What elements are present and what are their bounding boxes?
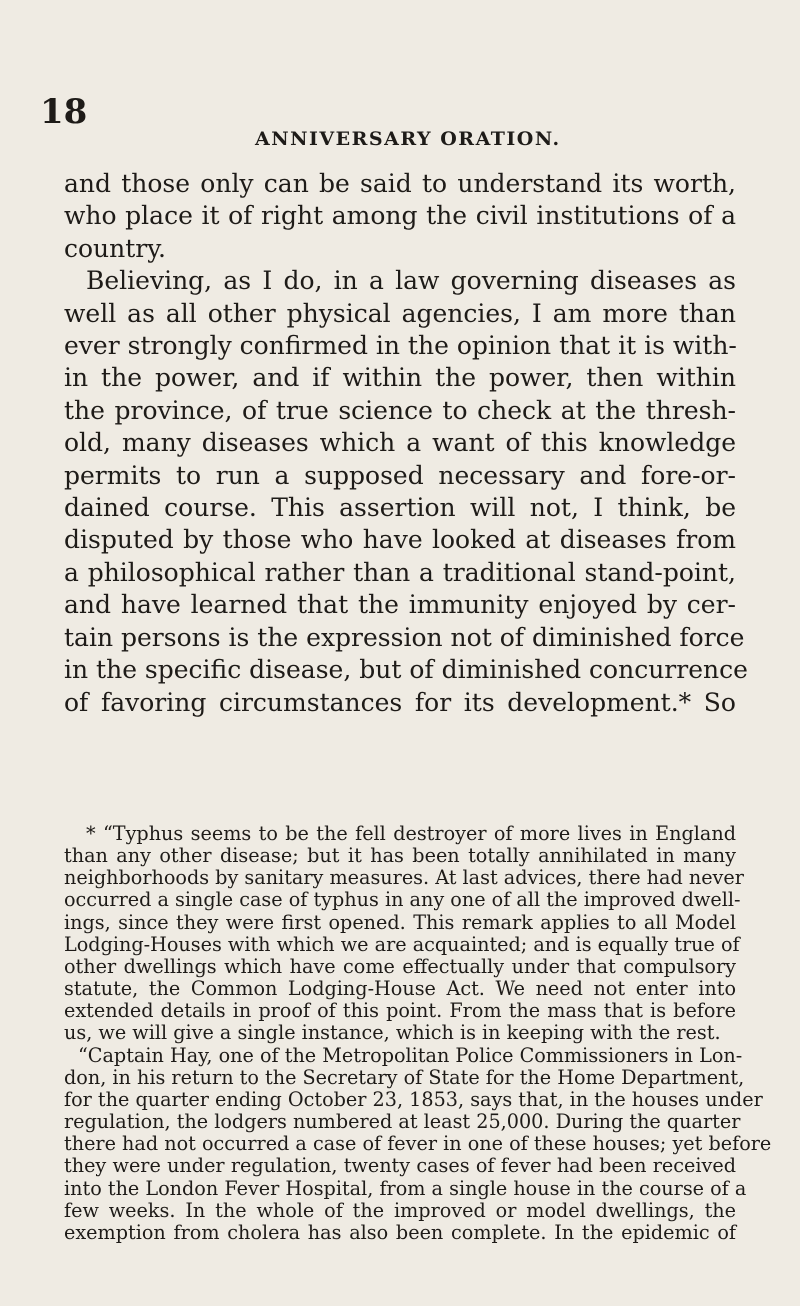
footnote-line: few weeks. In the whole of the improved or model dwellings, the [64, 1198, 736, 1222]
body-line: of favoring circumstances for its development.* So [64, 687, 736, 717]
footnote-line: statute, the Common Lodging-House Act. We need not enter into [64, 977, 736, 1001]
footnote-line: occurred a single case of typhus in any one of all the improved dwell- [64, 888, 741, 912]
footnote-line: exemption from cholera has also been complete. In the epidemic of [64, 1220, 736, 1244]
body-line: tain persons is the expression not of diminished force [64, 622, 745, 652]
footnote-line: than any other disease; but it has been totally annihilated in many [64, 844, 736, 868]
page-number: 18 [40, 92, 88, 132]
body-line: dained course. This assertion will not, I think, be [64, 493, 736, 523]
footnote-line: neighborhoods by sanitary measures. At last advices, there had never [64, 866, 744, 890]
body-line: who place it of right among the civil institutions of a [64, 201, 736, 231]
footnote-line: Lodging-Houses with which we are acquainted; and is equally true of [64, 932, 740, 956]
body-line: country. [64, 233, 167, 263]
footnote-line: extended details in proof of this point. From the mass that is before [64, 999, 736, 1023]
footnote-line: other dwellings which have come effectually under that compulsory [64, 954, 736, 978]
body-line: and have learned that the immunity enjoyed by cer- [64, 590, 736, 620]
body-text [64, 168, 748, 719]
footnote-line: for the quarter ending October 23, 1853, says that, in the houses under [64, 1087, 763, 1111]
body-line: Believing, as I do, in a law governing diseases as [86, 266, 736, 296]
body-line: permits to run a supposed necessary and fore-or- [64, 460, 736, 490]
body-line: in the specific disease, but of diminished concurrence [64, 655, 748, 685]
footnote-line: into the London Fever Hospital, from a single house in the course of a [64, 1176, 747, 1200]
footnote-line: there had not occurred a case of fever in one of these houses; yet before [64, 1132, 772, 1156]
body-line: disputed by those who have looked at diseases from [64, 525, 736, 555]
footnote-line: ings, since they were first opened. This remark applies to all Model [64, 910, 736, 934]
body-line: the province, of true science to check at the thresh- [64, 395, 736, 425]
body-line: in the power, and if within the power, then within [64, 363, 736, 393]
footnote-line: don, in his return to the Secretary of State for the Home Department, [64, 1065, 745, 1089]
footnote-line: “Captain Hay, one of the Metropolitan Police Commissioners in Lon- [78, 1043, 743, 1067]
footnote-line: us, we will give a single instance, which is in keeping with the rest. [64, 1021, 721, 1045]
body-line: and those only can be said to understand its worth, [64, 169, 736, 198]
body-line: well as all other physical agencies, I am more than [64, 298, 736, 328]
footnote-line: * “Typhus seems to be the fell destroyer of more lives in England [86, 822, 736, 845]
body-line: old, many diseases which a want of this knowledge [64, 428, 736, 458]
footnote-line: regulation, the lodgers numbered at least 25,000. During the quarter [64, 1110, 741, 1134]
footnote [64, 822, 772, 1244]
running-title: ANNIVERSARY ORATION. [255, 128, 561, 150]
body-line: ever strongly confirmed in the opinion that it is with- [64, 331, 737, 361]
footnote-line: they were under regulation, twenty cases of fever had been received [64, 1154, 736, 1178]
body-line: a philosophical rather than a traditional stand-point, [64, 557, 736, 587]
